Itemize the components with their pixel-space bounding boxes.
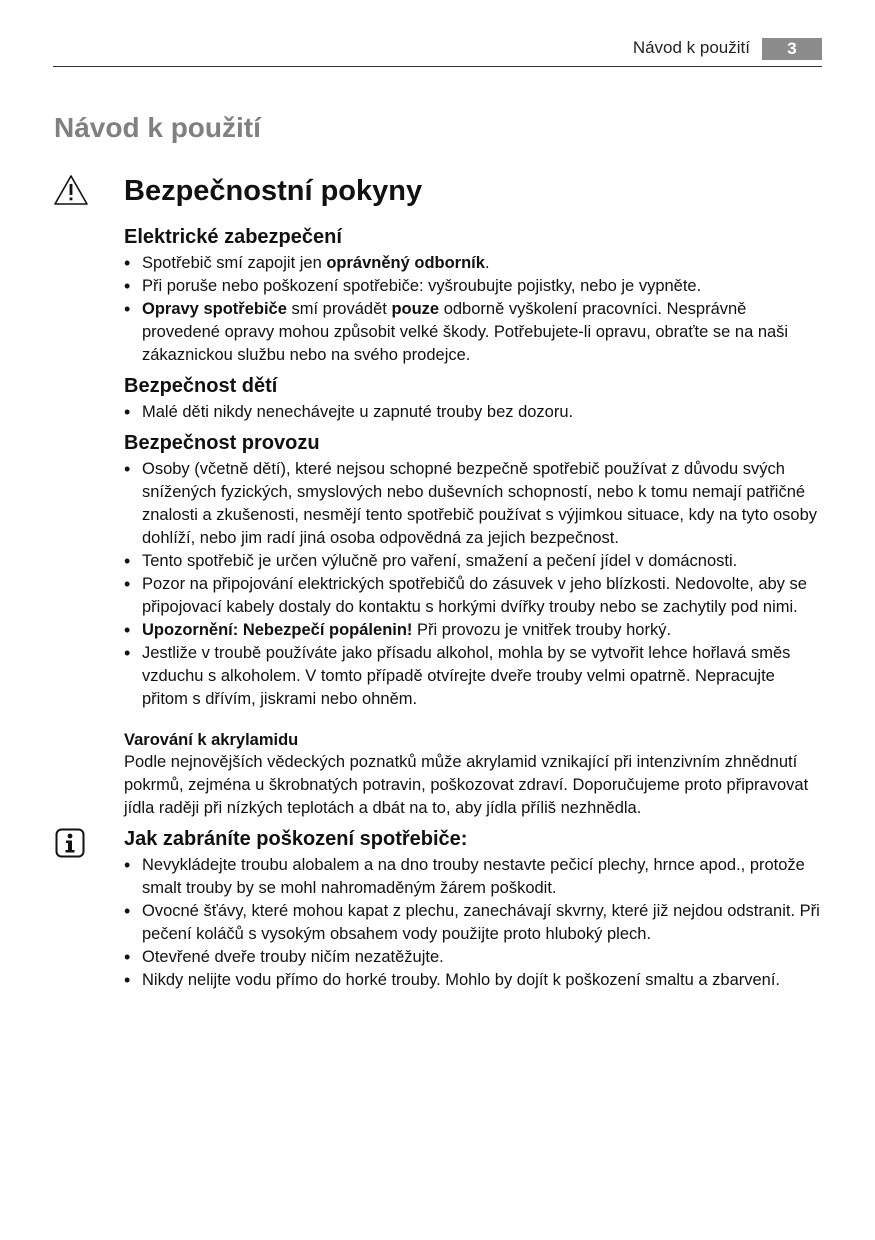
page-header [53,36,822,67]
list-item: • Jestliže v troubě používáte jako přísadu alkohol, mohla by se vytvořit lehce hořlavá směs vzduchu s alkoholem. V tomto případě otvírejte dveře trouby velmi opatrně. Nepracujte přitom s dřívím, jiskrami nebo ohněm. [124,642,824,711]
child-safety-list [124,401,824,424]
list-item: • Opravy spotřebiče smí provádět pouze odborně vyškolení pracovníci. Nesprávně provedené opravy mohou způsobit velké škody. Potřebujete-li opravu, obraťte se na naši zákaznickou službu nebo na svého prodejce. [124,298,824,367]
list-item: • Nevykládejte troubu alobalem a na dno trouby nestavte pečicí plechy, hrnce apod., protože smalt trouby by se mohl nahromaděným žárem poškodit. [124,854,824,900]
list-item: • Upozornění: Nebezpečí popálenin! Při provozu je vnitřek trouby horký. [124,619,824,642]
list-item: • Malé děti nikdy nenechávejte u zapnuté trouby bez dozoru. [124,401,824,424]
acrylamide-warning [124,729,824,820]
list-item: • Tento spotřebič je určen výlučně pro vaření, smažení a pečení jídel v domácnosti. [124,550,824,573]
list-item: • Při poruše nebo poškození spotřebiče: vyšroubujte pojistky, nebo je vypněte. [124,275,824,298]
acrylamide-text: Podle nejnovějších vědeckých poznatků může akrylamid vznikající při intenzivním zhnědnutí pokrmů, zejména u škrobnatých potravin, poškozovat zdraví. Doporučujeme proto připravovat jídla raději při nízkých teplotách a dbát na to, aby jídla příliš nezhnědla. [124,753,809,817]
list-item: • Pozor na připojování elektrických spotřebičů do zásuvek v jeho blízkosti. Nedovolte, aby se připojovací kabely dostaly do kontaktu s horkými dvířky trouby nebo se zachytily pod nimi. [124,573,824,619]
damage-list [124,854,824,992]
main-title: Návod k použití [54,112,261,143]
section-title: Bezpečnostní pokyny [124,175,423,207]
info-icon [55,828,85,858]
page-number: 3 [762,38,822,60]
content [124,224,824,996]
electrical-heading: Elektrické zabezpečení [124,226,342,248]
header-title: Návod k použití [632,38,750,57]
list-item: • Nikdy nelijte vodu přímo do horké trouby. Mohlo by dojít k poškození smaltu a zbarvení. [124,969,824,992]
damage-heading: Jak zabráníte poškození spotřebiče: [124,828,468,850]
list-item: • Otevřené dveře trouby ničím nezatěžujte. [124,946,824,969]
acrylamide-title: Varování k akrylamidu [124,731,299,749]
list-item: • Ovocné šťávy, které mohou kapat z plechu, zanechávají skvrny, které již nejdou odstranit. Při pečení koláčů s vysokým obsahem vody použijte proto hluboký plech. [124,900,824,946]
operation-safety-list [124,458,824,711]
list-item: • Osoby (včetně dětí), které nejsou schopné bezpečně spotřebič používat z důvodu svých snížených fyzických, smyslových nebo duševních schopností, nebo k tomu nemají patřičné znalosti a zkušenosti, nesmějí tento spotřebič používat s výjimkou situace, kdy na tyto osoby dohlíží, nebo jim radí jiná osoba odpovědná za jejich bezpečnost. [124,458,824,550]
warning-triangle-icon [53,174,89,206]
operation-safety-heading: Bezpečnost provozu [124,432,320,454]
electrical-list [124,252,824,367]
list-item: • Spotřebič smí zapojit jen oprávněný odborník. [124,252,824,275]
child-safety-heading: Bezpečnost dětí [124,375,278,397]
